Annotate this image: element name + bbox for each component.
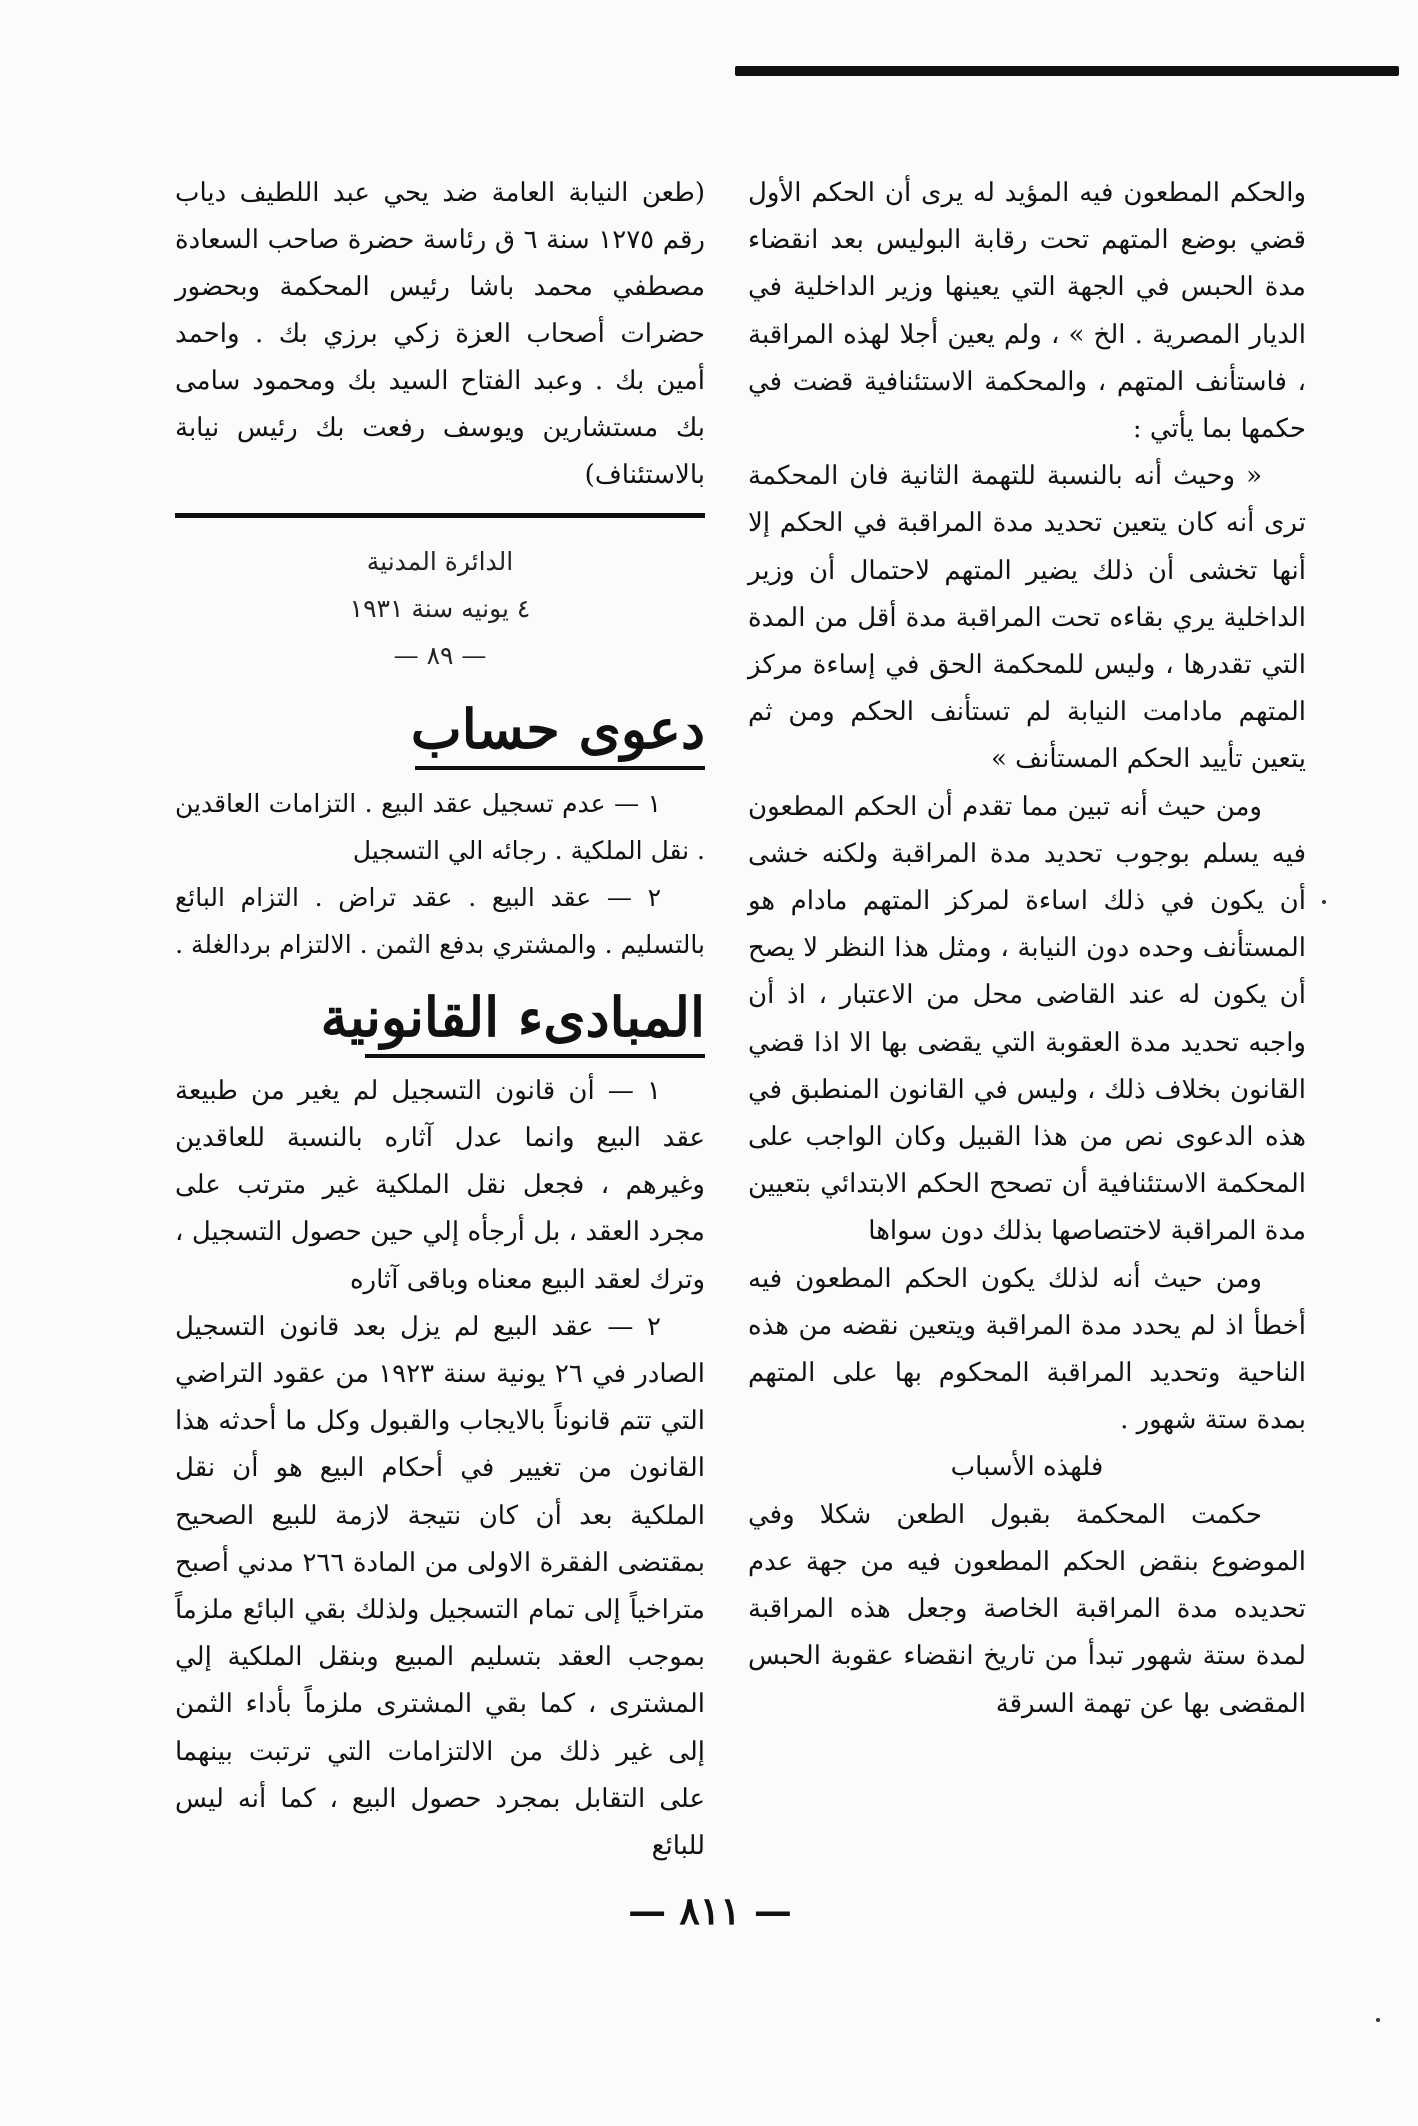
scan-speck xyxy=(1322,900,1326,904)
summary-item: ٢ — عقد البيع . عقد تراض . التزام البائع بالتسليم . والمشتري بدفع الثمن . الالتزام بردالغلة . xyxy=(175,882,705,959)
case-title: دعوى حساب xyxy=(410,696,705,761)
reasons-heading: فلهذه الأسباب xyxy=(950,1452,1104,1483)
left-column xyxy=(175,170,705,1870)
page-number: — ٨١١ — xyxy=(628,1888,792,1933)
case-reference: (طعن النيابة العامة ضد يحي عبد اللطيف دياب رقم ١٢٧٥ سنة ٦ ق رئاسة حضرة صاحب السعادة مصطفي محمد باشا رئيس المحكمة وبحضور حضرات أصحاب العزة زكي برزي بك . واحمد أمين بك . وعبد الفتاح السيد بك ومحمود سامى بك مستشارين ويوسف رفعت بك رئيس نيابة بالاستئناف) xyxy=(175,178,705,490)
section-divider xyxy=(175,513,705,518)
session-date: ٤ يونيه سنة ١٩٣١ xyxy=(349,594,531,624)
principles-title: المبادىء القانونية xyxy=(320,984,705,1049)
paragraph: والحكم المطعون فيه المؤيد له يرى أن الحكم الأول قضي بوضع المتهم تحت رقابة البوليس بعد انقضاء مدة الحبس في الجهة التي يعينها وزير الداخلية في الديار المصرية . الخ » ، ولم يعين أجلا لهذه المراقبة ، فاستأنف المتهم ، والمحكمة الاستئنافية قضت في حكمها بما يأتي : xyxy=(748,178,1306,445)
paragraph-quote: « وحيث أنه بالنسبة للتهمة الثانية فان المحكمة ترى أنه كان يتعين تحديد مدة المراقبة في الحكم إلا أنها تخشى أن ذلك يضير المتهم لاحتمال أن وزير الداخلية يري بقاءه تحت المراقبة مدة أقل من المدة التي تقدرها ، وليس للمحكمة الحق في إساءة مركز المتهم مادامت النيابة لم تستأنف الحكم ومن ثم يتعين تأييد الحكم المستأنف » xyxy=(748,461,1306,775)
circuit-label: الدائرة المدنية xyxy=(366,547,514,576)
right-column xyxy=(748,170,1306,1728)
title-underline xyxy=(365,1054,705,1058)
summary-item: ١ — عدم تسجيل عقد البيع . التزامات العاقدين . نقل الملكية . رجائه الي التسجيل xyxy=(175,788,705,865)
case-number: — ٨٩ — xyxy=(393,641,487,671)
principle-item: ٢ — عقد البيع لم يزل بعد قانون التسجيل الصادر في ٢٦ يونية سنة ١٩٢٣ من عقود التراضي التي تتم قانوناً بالايجاب والقبول وكل ما أحدثه هذا القانون من تغيير في أحكام البيع هو أن نقل الملكية بعد أن كان نتيجة لازمة للبيع الصحيح بمقتضى الفقرة الاولى من المادة ٢٦٦ مدني أصبح متراخياً إلى تمام التسجيل ولذلك بقي البائع ملزماً بموجب العقد بتسليم المبيع وبنقل الملكية إلي المشترى ، كما بقي المشترى ملزماً بأداء الثمن إلى غير ذلك من الالتزامات التي ترتبت بينهما على التقابل بمجرد حصول البيع ، كما أنه ليس للبائع xyxy=(175,1311,705,1862)
paragraph: ومن حيث أنه لذلك يكون الحكم المطعون فيه أخطأ اذ لم يحدد مدة المراقبة ويتعين نقضه من هذه الناحية وتحديد المراقبة المحكوم بها على المتهم بمدة ستة شهور . xyxy=(748,1263,1306,1436)
paragraph-verdict: حكمت المحكمة بقبول الطعن شكلا وفي الموضوع بنقض الحكم المطعون فيه من جهة عدم تحديده مدة المراقبة الخاصة وجعل هذه المراقبة لمدة ستة شهور تبدأ من تاريخ انقضاء عقوبة الحبس المقضى بها عن تهمة السرقة xyxy=(748,1499,1306,1719)
title-underline xyxy=(415,766,705,770)
principle-item: ١ — أن قانون التسجيل لم يغير من طبيعة عقد البيع وانما عدل آثاره بالنسبة للعاقدين وغيرهم ، فجعل نقل الملكية غير مترتب على مجرد العقد ، بل أرجأه إلي حين حصول التسجيل ، وترك لعقد البيع معناه وباقى آثاره xyxy=(175,1075,705,1295)
paragraph: ومن حيث أنه تبين مما تقدم أن الحكم المطعون فيه يسلم بوجوب تحديد مدة المراقبة ولكنه خشى أن يكون في ذلك اساءة لمركز المتهم مادام هو المستأنف وحده دون النيابة ، ومثل هذا النظر لا يصح أن يكون له عند القاضى محل من الاعتبار ، اذ أن واجبه تحديد مدة العقوبة التي يقضى بها الا اذا قضي القانون بخلاف ذلك ، وليس في القانون المنطبق في هذه الدعوى نص من هذا القبيل وكان الواجب على المحكمة الاستئنافية أن تصحح الحكم الابتدائي بتعيين مدة المراقبة لاختصاصها بذلك دون سواها xyxy=(748,791,1306,1247)
header-rule xyxy=(735,66,1399,76)
scan-speck xyxy=(1376,2018,1380,2022)
